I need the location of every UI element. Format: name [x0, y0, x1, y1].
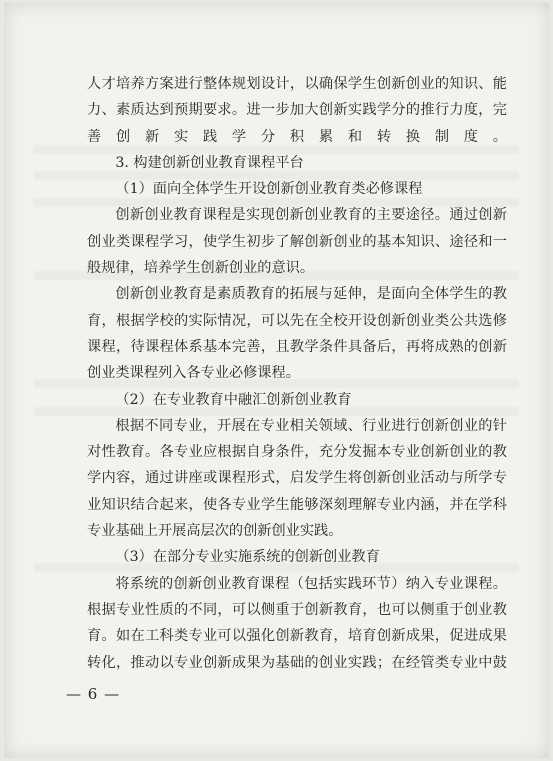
document-body: [87, 71, 507, 676]
document-page: [4, 3, 549, 758]
subsection-heading: （2）在专业教育中融汇创新创业教育: [115, 391, 352, 408]
section-heading: 3. 构建创新创业教育课程平台: [115, 154, 304, 171]
paragraph-continuation: 人才培养方案进行整体规划设计，以确保学生创新创业的知识、能力、素质达到预期要求。进一步加大创新实践学分的推行力度，完善创新实践学分积累和转换制度。: [87, 76, 507, 145]
body-paragraph: 根据不同专业，开展在专业相关领域、行业进行创新创业的针对性教育。各专业应根据自身条件，充分发掘本专业创新创业的教学内容，通过讲座或课程形式，启发学生将创新创业活动与所学专业知识结合起来，使各专业学生能够深刻理解专业内涵，并在学科专业基础上开展高层次的创新创业实践。: [87, 417, 507, 540]
page-number: — 6 —: [66, 685, 121, 703]
subsection-heading: （1）面向全体学生开设创新创业教育类必修课程: [115, 181, 423, 198]
body-paragraph: 将系统的创新创业教育课程（包括实践环节）纳入专业课程。根据专业性质的不同，可以侧重于创新教育，也可以侧重于创业教育。如在工科类专业可以强化创新教育，培育创新成果，促进成果转化，推动以专业创新成果为基础的创业实践；在经管类专业中鼓: [87, 575, 507, 671]
body-paragraph: 创新创业教育是素质教育的拓展与延伸，是面向全体学生的教育，根据学校的实际情况，可以先在全校开设创新创业类公共选修课程，待课程体系基本完善，且教学条件具备后，再将成熟的创新创业类课程列入各专业必修课程。: [87, 286, 507, 382]
subsection-heading: （3）在部分专业实施系统的创新创业教育: [115, 549, 380, 566]
body-paragraph: 创新创业教育课程是实现创新创业教育的主要途径。通过创新创业类课程学习，使学生初步了解创新创业的基本知识、途径和一般规律，培养学生创新创业的意识。: [87, 207, 507, 277]
